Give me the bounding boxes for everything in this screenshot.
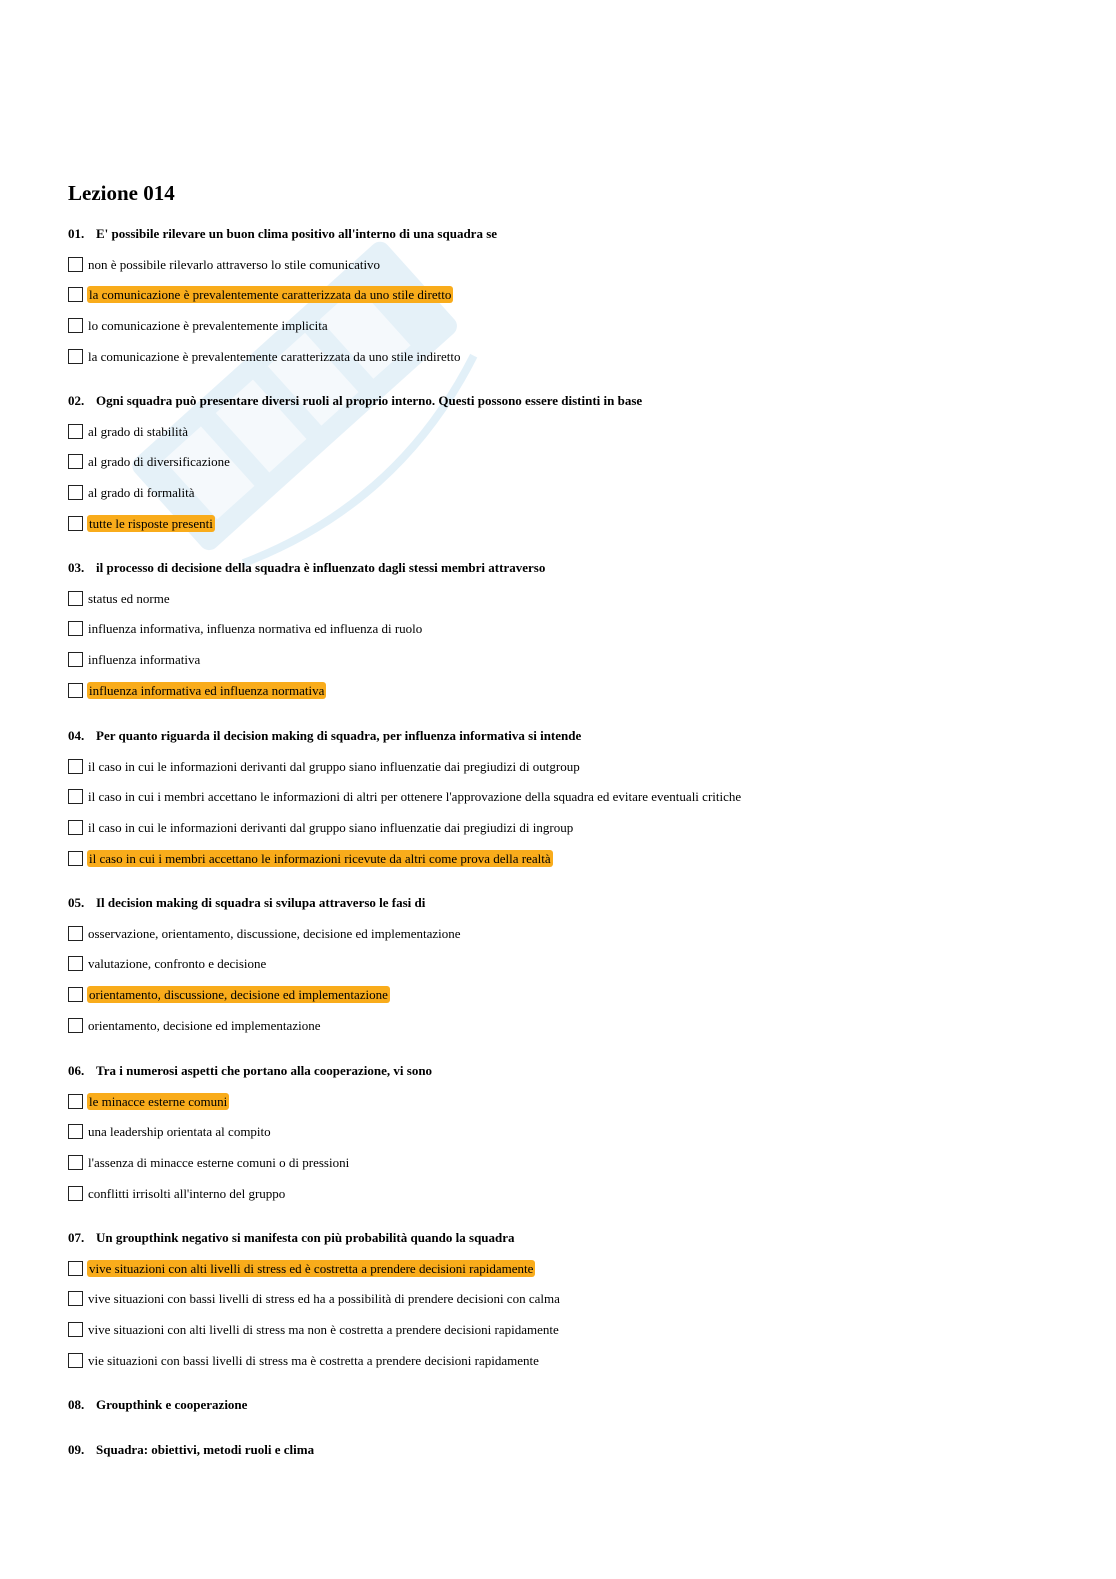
question-text: Tra i numerosi aspetti che portano alla cooperazione, vi sono	[96, 1063, 433, 1078]
answer-text: al grado di stabilità	[88, 423, 189, 439]
answer-text: una leadership orientata al compito	[88, 1124, 271, 1140]
answer-option[interactable]	[68, 254, 381, 274]
checkbox[interactable]	[68, 987, 83, 1002]
answer-option[interactable]	[68, 954, 267, 974]
question-heading	[68, 392, 1068, 410]
question-1	[68, 225, 1068, 364]
checkbox[interactable]	[68, 516, 83, 531]
answer-option[interactable]	[68, 452, 231, 472]
answer-text: vive situazioni con alti livelli di stress ma non è costretta a prendere decisioni rapidamente	[88, 1321, 559, 1337]
question-2	[68, 392, 1068, 531]
answer-option[interactable]	[68, 649, 201, 669]
answer-option[interactable]	[68, 923, 462, 943]
checkbox[interactable]	[68, 1124, 83, 1139]
answer-text-highlighted: influenza informativa ed influenza normativa	[89, 682, 325, 698]
answer-text-highlighted: il caso in cui i membri accettano le informazioni ricevute da altri come prova della realtà	[89, 850, 551, 866]
checkbox[interactable]	[68, 1322, 83, 1337]
question-heading	[68, 727, 1068, 745]
answer-text: vie situazioni con bassi livelli di stress ma è costretta a prendere decisioni rapidamente	[88, 1352, 539, 1368]
answer-text: influenza informativa, influenza normativa ed influenza di ruolo	[88, 621, 423, 637]
checkbox[interactable]	[68, 759, 83, 774]
page-title: Lezione 014	[68, 181, 175, 205]
checkbox[interactable]	[68, 591, 83, 606]
checkbox[interactable]	[68, 1186, 83, 1201]
answer-text: osservazione, orientamento, discussione, decisione ed implementazione	[88, 925, 461, 941]
answer-text-highlighted: orientamento, discussione, decisione ed implementazione	[89, 986, 388, 1002]
checkbox[interactable]	[68, 1261, 83, 1276]
question-text: il processo di decisione della squadra è influenzato dagli stessi membri attraverso	[96, 560, 546, 575]
question-8	[68, 1396, 1068, 1414]
question-text: Per quanto riguarda il decision making di squadra, per influenza informativa si intende	[96, 728, 582, 743]
question-heading	[68, 559, 1068, 577]
answer-text-highlighted: le minacce esterne comuni	[89, 1093, 228, 1109]
checkbox[interactable]	[68, 820, 83, 835]
answer-text: al grado di diversificazione	[88, 454, 230, 470]
question-number: 05.	[68, 895, 85, 910]
question-number: 06.	[68, 1063, 85, 1078]
checkbox[interactable]	[68, 683, 83, 698]
question-heading	[68, 1396, 1068, 1414]
checkbox[interactable]	[68, 1155, 83, 1170]
answer-text: vive situazioni con bassi livelli di stress ed ha a possibilità di prendere decisioni con calma	[88, 1291, 560, 1307]
question-number: 01.	[68, 226, 85, 241]
question-text: Ogni squadra può presentare diversi ruoli al proprio interno. Questi possono essere distinti in base	[96, 393, 643, 408]
question-number: 02.	[68, 393, 85, 408]
question-number: 04.	[68, 728, 85, 743]
checkbox[interactable]	[68, 956, 83, 971]
question-4	[68, 727, 1068, 866]
answer-option[interactable]	[68, 1350, 540, 1370]
answer-option[interactable]	[68, 680, 326, 700]
answer-text: lo comunicazione è prevalentemente implicita	[88, 317, 328, 333]
checkbox[interactable]	[68, 318, 83, 333]
answer-option[interactable]	[68, 285, 453, 305]
answer-option[interactable]	[68, 1122, 272, 1142]
question-heading	[68, 894, 1068, 912]
answer-text: orientamento, decisione ed implementazione	[88, 1017, 321, 1033]
answer-text: il caso in cui le informazioni derivanti dal gruppo siano influenzatie dai pregiudizi di outgroup	[88, 758, 580, 774]
answer-text: al grado di formalità	[88, 484, 195, 500]
question-9	[68, 1441, 1068, 1459]
answer-option[interactable]	[68, 346, 461, 366]
checkbox[interactable]	[68, 1291, 83, 1306]
question-text: Groupthink e cooperazione	[96, 1397, 248, 1412]
answer-option[interactable]	[68, 421, 189, 441]
answer-option[interactable]	[68, 787, 742, 807]
checkbox[interactable]	[68, 287, 83, 302]
answer-option[interactable]	[68, 1152, 350, 1172]
checkbox[interactable]	[68, 926, 83, 941]
answer-option[interactable]	[68, 848, 553, 868]
answer-text: non è possibile rilevarlo attraverso lo stile comunicativo	[88, 256, 381, 272]
question-text: Squadra: obiettivi, metodi ruoli e clima	[96, 1442, 315, 1457]
answer-option[interactable]	[68, 1319, 560, 1339]
checkbox[interactable]	[68, 652, 83, 667]
checkbox[interactable]	[68, 1018, 83, 1033]
answer-option[interactable]	[68, 1289, 561, 1309]
answer-option[interactable]	[68, 619, 423, 639]
answer-text: influenza informativa	[88, 651, 201, 667]
answer-text-highlighted: tutte le risposte presenti	[89, 515, 213, 531]
answer-option[interactable]	[68, 817, 574, 837]
answer-option[interactable]	[68, 984, 390, 1004]
answer-option[interactable]	[68, 1183, 286, 1203]
checkbox[interactable]	[68, 454, 83, 469]
question-3	[68, 559, 1068, 698]
answer-option[interactable]	[68, 1091, 229, 1111]
answer-text: l'assenza di minacce esterne comuni o di pressioni	[88, 1154, 350, 1170]
answer-text: status ed norme	[88, 590, 170, 606]
question-number: 07.	[68, 1230, 85, 1245]
answer-option[interactable]	[68, 1258, 535, 1278]
answer-option[interactable]	[68, 1015, 321, 1035]
question-heading	[68, 1229, 1068, 1247]
answer-option[interactable]	[68, 588, 171, 608]
answer-option[interactable]	[68, 315, 329, 335]
checkbox[interactable]	[68, 424, 83, 439]
question-text: Un groupthink negativo si manifesta con più probabilità quando la squadra	[96, 1230, 515, 1245]
question-heading	[68, 225, 1068, 243]
question-number: 08.	[68, 1397, 85, 1412]
answer-option[interactable]	[68, 482, 196, 502]
answer-text-highlighted: la comunicazione è prevalentemente caratterizzata da uno stile diretto	[89, 287, 452, 303]
answer-text: il caso in cui i membri accettano le informazioni di altri per ottenere l'approvazione della squadra ed evitare eventuali critiche	[88, 789, 742, 805]
question-text: E' possibile rilevare un buon clima positivo all'interno di una squadra se	[96, 226, 498, 241]
question-number: 03.	[68, 560, 85, 575]
checkbox[interactable]	[68, 789, 83, 804]
question-7	[68, 1229, 1068, 1368]
question-number: 09.	[68, 1442, 85, 1457]
question-text: Il decision making di squadra si svilupa attraverso le fasi di	[96, 895, 426, 910]
checkbox[interactable]	[68, 349, 83, 364]
answer-text-highlighted: vive situazioni con alti livelli di stress ed è costretta a prendere decisioni rapidamente	[89, 1260, 534, 1276]
checkbox[interactable]	[68, 485, 83, 500]
answer-text: la comunicazione è prevalentemente caratterizzata da uno stile indiretto	[88, 348, 461, 364]
checkbox[interactable]	[68, 1353, 83, 1368]
question-6	[68, 1062, 1068, 1201]
answer-option[interactable]	[68, 513, 215, 533]
answer-text: il caso in cui le informazioni derivanti dal gruppo siano influenzatie dai pregiudizi di ingroup	[88, 819, 574, 835]
question-heading	[68, 1062, 1068, 1080]
checkbox[interactable]	[68, 257, 83, 272]
answer-text: conflitti irrisolti all'interno del gruppo	[88, 1185, 286, 1201]
question-5	[68, 894, 1068, 1033]
checkbox[interactable]	[68, 1094, 83, 1109]
question-heading	[68, 1441, 1068, 1459]
answer-text: valutazione, confronto e decisione	[88, 956, 267, 972]
checkbox[interactable]	[68, 851, 83, 866]
answer-option[interactable]	[68, 756, 581, 776]
checkbox[interactable]	[68, 621, 83, 636]
